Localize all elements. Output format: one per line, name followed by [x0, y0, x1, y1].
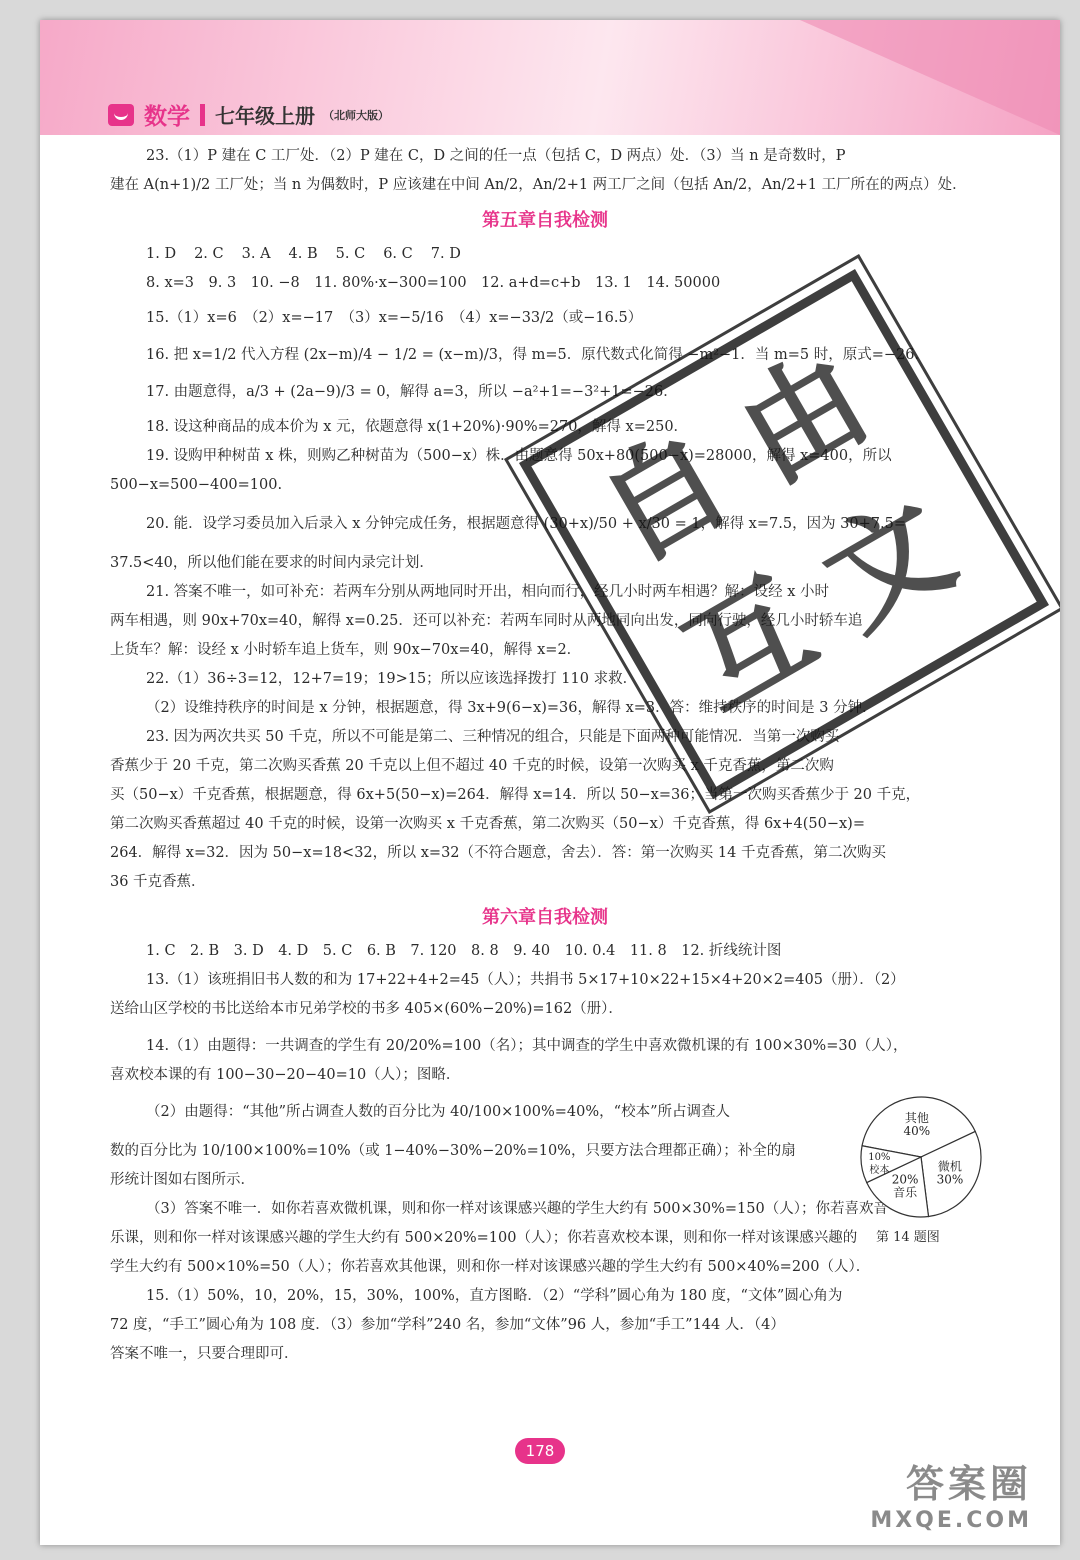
text-line: 15.（1）50%，10，20%，15，30%，100%，直方图略．（2）“学科”圆心角为 180 度，“文体”圆心角为 — [146, 1288, 843, 1304]
chapter6-title: 第六章自我检测 — [482, 907, 608, 928]
text-line: 22.（1）36÷3=12，12+7=19；19>15；所以应该选择拨打 110 求救． — [146, 671, 638, 687]
pie-label: 校本 — [869, 1164, 890, 1176]
stamp-char: 文 — [801, 475, 976, 656]
text-line: 17. 由题意得，a/3 + (2a−9)/3 = 0，解得 a=3，所以 −a²+1=−3²+1=−26． — [146, 384, 678, 400]
text-line: 答案不唯一，只要合理即可． — [110, 1346, 299, 1362]
choice-answers — [110, 240, 980, 269]
text-line: 37.5<40，所以他们能在要求的时间内录完计划． — [110, 555, 434, 571]
answer-item: 5. C — [335, 246, 366, 262]
text-line: 15.（1）x=6 （2）x=−17 （3）x=−5/16 （4）x=−33/2（或−16.5） — [146, 310, 643, 326]
text-line: 第二次购买香蕉超过 40 千克的时候，设第一次购买 x 千克香蕉，第二次购买（50−x）千克香蕉，得 6x+4(50−x)= — [110, 816, 865, 832]
site-watermark — [870, 1453, 1032, 1533]
figure-caption: 第 14 题图 — [876, 1230, 940, 1245]
pie-label: 30% — [936, 1172, 964, 1187]
answer-item: 2. C — [194, 246, 224, 262]
answer-item: 7. D — [430, 246, 461, 262]
watermark-url: MXQE.COM — [870, 1508, 1032, 1533]
pie-label: 音乐 — [893, 1185, 918, 1200]
text-line: 13.（1）该班捐旧书人数的和为 17+22+4+2=45（人）；共捐书 5×17+10×22+15×4+20×2=405（册）．（2） — [146, 972, 905, 988]
pie-chart-svg — [856, 1092, 986, 1222]
grade-label: 七年级上册 — [215, 104, 315, 128]
text-line: 72 度，“手工”圆心角为 108 度．（3）参加“学科”240 名，参加“文体”96 人，参加“手工”144 人．（4） — [110, 1317, 785, 1333]
subject-label: 数学 — [144, 104, 190, 130]
pie-label: 40% — [903, 1123, 931, 1138]
title-divider — [200, 104, 205, 126]
text-line: （2）设维持秩序的时间是 x 分钟，根据题意，得 3x+9(6−x)=36，解得 x=3．答：维持秩序的时间是 3 分钟． — [146, 700, 877, 716]
text-line: （2）由题得：“其他”所占调查人数的百分比为 40/100×100%=40%，“校本”所占调查人 — [146, 1104, 730, 1120]
text-line: 上货车？解：设经 x 小时轿车追上货车，则 90x−70x=40，解得 x=2． — [110, 642, 582, 658]
stamp-char: 由 — [716, 327, 891, 509]
watermark-logo-text: 答案圈 — [905, 1462, 1032, 1506]
answer-item: 3. A — [241, 246, 271, 262]
text-line: 264．解得 x=32．因为 50−x=18<32，所以 x=32（不符合题意，舍去）．答：第一次购买 14 千克香蕉，第二次购买 — [110, 845, 886, 861]
book-heart-icon — [108, 104, 134, 126]
text-line: 14.（1）由题得：一共调查的学生有 20/20%=100（名）；其中调查的学生中喜欢微机课的有 100×30%=30（人）， — [146, 1038, 908, 1054]
answer-item: 4. B — [288, 246, 318, 262]
pie-label: 20% — [891, 1172, 919, 1187]
answer-item: 6. C — [383, 246, 413, 262]
q14-part2-block — [110, 1098, 810, 1195]
pie-chart — [856, 1092, 986, 1232]
text-line: 香蕉少于 20 千克，第二次购买香蕉 20 千克以上但不超过 40 千克的时候，设第一次购买 x 千克香蕉，第二次购 — [110, 758, 834, 774]
pie-label: 微机 — [937, 1159, 962, 1174]
text-line: 喜欢校本课的有 100−30−20−40=10（人）；图略． — [110, 1067, 461, 1083]
text-line: 16. 把 x=1/2 代入方程 (2x−m)/4 − 1/2 = (x−m)/3，得 m=5．原代数式化简得 −m²−1．当 m=5 时，原式=−26． — [146, 347, 929, 363]
text-line: 数的百分比为 10/100×100%=10%（或 1−40%−30%−20%=10%，只要方法合理都正确）；补全的扇 — [110, 1143, 796, 1159]
stamp-char: 自 — [578, 407, 752, 589]
text-line: 形统计图如右图所示． — [110, 1172, 255, 1188]
text-line: 36 千克香蕉． — [110, 874, 206, 890]
header-decoration — [800, 20, 1060, 135]
answer-item: 1. D — [146, 246, 177, 262]
text-line: 8. x=3 9. 3 10. −8 11. 80%·x−300=100 12. a+d=c+b 13. 1 14. 50000 — [146, 275, 721, 291]
page-number: 178 — [515, 1438, 565, 1464]
text-line: 乐课，则和你一样对该课感兴趣的学生大约有 500×20%=100（人）；你若喜欢校本课，则和你一样对该课感兴趣的 — [110, 1230, 858, 1246]
text-line: 1. C 2. B 3. D 4. D 5. C 6. B 7. 120 8. 8 9. 40 10. 0.4 11. 8 12. 折线统计图 — [146, 943, 782, 959]
text-line: 19. 设购甲种树苗 x 株，则购乙种树苗为（500−x）株．由题意得 50x+80(500−x)=28000，解得 x=400，所以 — [146, 448, 892, 464]
text-line: 18. 设这种商品的成本价为 x 元，依题意得 x(1+20%)·90%=270，解得 x=250． — [146, 419, 689, 435]
text-line: 500−x=500−400=100. — [110, 477, 283, 493]
text-line: 21. 答案不唯一，如可补充：若两车分别从两地同时开出，相向而行，经几小时两车相遇？解：设经 x 小时 — [146, 584, 830, 600]
text-line: 两车相遇，则 90x+70x=40，解得 x=0.25．还可以补充：若两车同时从两地同向出发，同向行驶，经几小时轿车追 — [110, 613, 863, 629]
edition-label: （北师大版） — [323, 108, 389, 122]
book-page — [40, 20, 1060, 1545]
text-line: 建在 A(n+1)/2 工厂处；当 n 为偶数时，P 应该建在中间 An/2，An/2+1 两工厂之间（包括 An/2，An/2+1 工厂所在的两点）处． — [110, 177, 967, 193]
text-line: 学生大约有 500×10%=50（人）；你若喜欢其他课，则和你一样对该课感兴趣的学生大约有 500×40%=200（人）． — [110, 1259, 871, 1275]
pie-label: 其他 — [904, 1110, 929, 1125]
stamp-char: 互 — [663, 555, 837, 736]
text-line: （3）答案不唯一．如你若喜欢微机课，则和你一样对该课感兴趣的学生大约有 500×30%=150（人）；你若喜欢音 — [146, 1201, 888, 1217]
chapter5-title: 第五章自我检测 — [482, 210, 608, 231]
pie-label: 10% — [868, 1151, 891, 1163]
text-line: 20. 能．设学习委员加入后录入 x 分钟完成任务，根据题意得 (30+x)/50 + x/30 = 1，解得 x=7.5，因为 30+7.5= — [146, 516, 906, 532]
header-title — [108, 98, 389, 131]
text-line: 送给山区学校的书比送给本市兄弟学校的书多 405×(60%−20%)=162（册）． — [110, 1001, 623, 1017]
text-line: 23.（1）P 建在 C 工厂处．（2）P 建在 C，D 之间的任一点（包括 C，D 两点）处．（3）当 n 是奇数时，P — [146, 148, 846, 164]
text-line: 买（50−x）千克香蕉，根据题意，得 6x+5(50−x)=264．解得 x=14．所以 50−x=36；当第一次购买香蕉少于 20 千克， — [110, 787, 921, 803]
text-line: 23. 因为两次共买 50 千克，所以不可能是第二、三种情况的组合，只能是下面两种可能情况．当第一次购买 — [146, 729, 840, 745]
